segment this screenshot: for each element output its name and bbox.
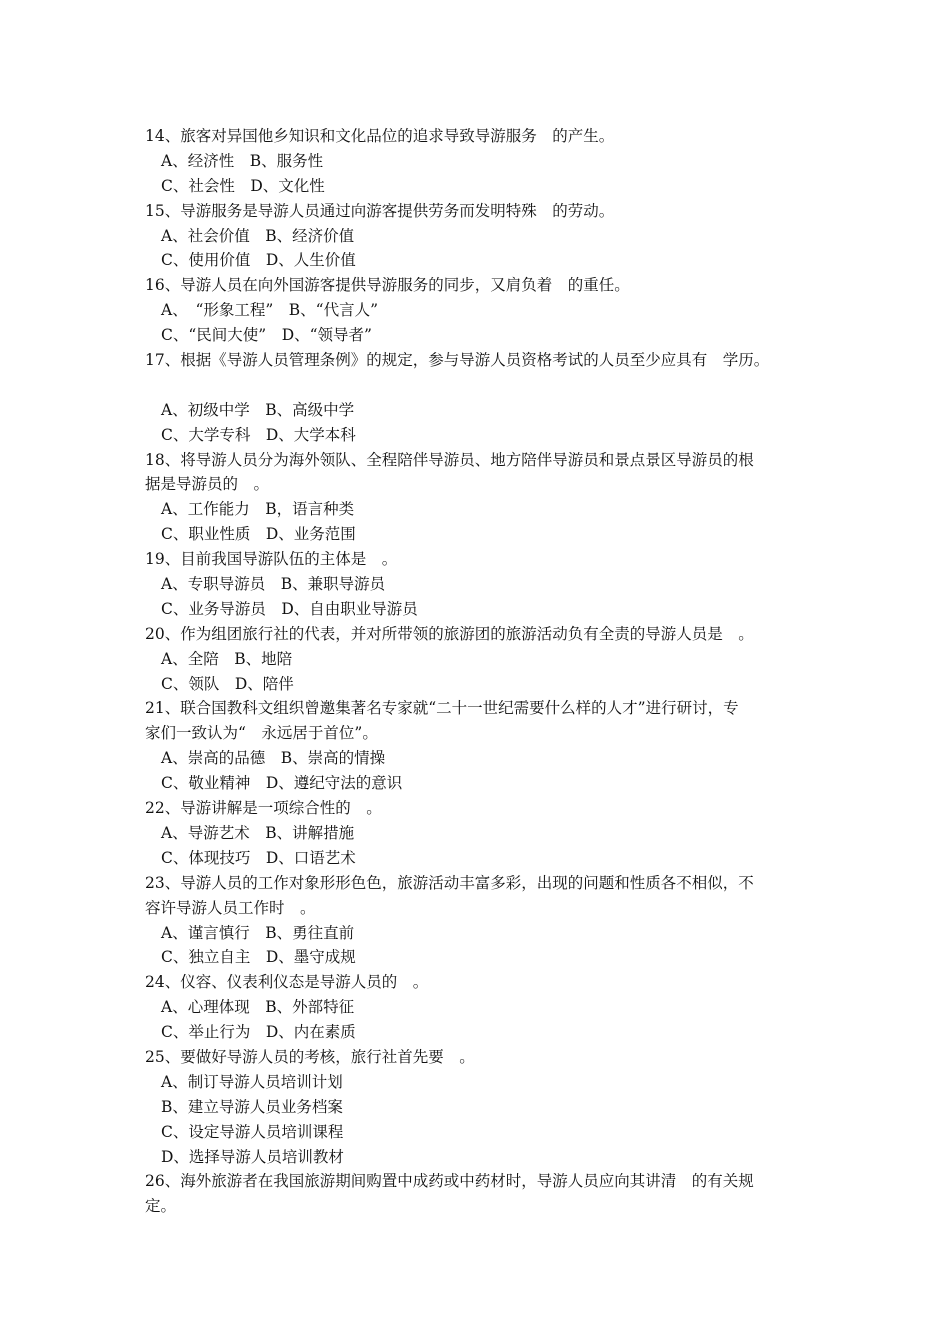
- question-18: [145, 448, 835, 548]
- answer-options: A、初级中学 B、高级中学: [161, 400, 355, 419]
- question-stem-continued: 容许导游人员工作时 。: [145, 898, 316, 917]
- answer-options: A、心理体现 B、外部特征: [161, 998, 355, 1017]
- answer-option-b: B、建立导游人员业务档案: [161, 1097, 343, 1116]
- answer-options: C、业务导游员 D、自由职业导游员: [161, 599, 418, 618]
- answer-options: A、谨言慎行 B、勇往直前: [161, 923, 355, 942]
- question-19: [145, 547, 835, 622]
- answer-options: C、使用价值 D、人生价值: [161, 251, 356, 270]
- question-25: [145, 1045, 835, 1169]
- answer-options: C、大学专科 D、大学本科: [161, 425, 356, 444]
- answer-options: C、敬业精神 D、遵纪守法的意识: [161, 774, 403, 793]
- question-17: [145, 348, 835, 448]
- answer-option-d: D、选择导游人员培训教材: [161, 1147, 344, 1166]
- question-16: [145, 273, 835, 348]
- question-list: [145, 124, 835, 1219]
- question-stem: 20、作为组团旅行社的代表，并对所带领的旅游团的旅游活动负有全责的导游人员是 。: [145, 624, 754, 643]
- question-15: [145, 199, 835, 274]
- question-stem: 18、将导游人员分为海外领队、全程陪伴导游员、地方陪伴导游员和景点景区导游员的根: [145, 450, 754, 469]
- question-stem: 19、目前我国导游队伍的主体是 。: [145, 550, 398, 569]
- answer-options: C、职业性质 D、业务范围: [161, 525, 356, 544]
- answer-options: A、导游艺术 B、讲解措施: [161, 823, 355, 842]
- answer-options: A、崇高的品德 B、崇高的情操: [161, 749, 386, 768]
- question-20: [145, 622, 835, 697]
- question-stem: 14、旅客对异国他乡知识和文化品位的追求导致导游服务 的产生。: [145, 127, 615, 145]
- question-24: [145, 970, 835, 1045]
- question-21: [145, 696, 835, 796]
- question-stem-continued: 家们一致认为“ 永远居于首位”。: [145, 724, 378, 743]
- question-26: [145, 1169, 835, 1219]
- question-stem-continued: 定。: [145, 1197, 177, 1216]
- answer-options: A、工作能力 B，语言种类: [161, 500, 355, 519]
- question-22: [145, 796, 835, 871]
- question-stem: 16、导游人员在向外国游客提供导游服务的同步，又肩负着 的重任。: [145, 276, 630, 295]
- question-stem-continued: 据是导游员的 。: [145, 475, 270, 494]
- question-23: [145, 871, 835, 971]
- answer-options: C、举止行为 D、内在素质: [161, 1023, 356, 1042]
- question-stem: 23、导游人员的工作对象形形色色，旅游活动丰富多彩，出现的问题和性质各不相似，不: [145, 873, 754, 892]
- answer-option-a: A、制订导游人员培训计划: [161, 1072, 343, 1091]
- answer-options: C、“民间大使” D、“领导者”: [161, 326, 372, 345]
- question-14: [145, 124, 835, 199]
- answer-options: C、体现技巧 D、口语艺术: [161, 848, 356, 867]
- answer-options: C、独立自主 D、墨守成规: [161, 948, 356, 967]
- answer-options: A、全陪 B、地陪: [161, 649, 293, 668]
- question-stem: 15、导游服务是导游人员通过向游客提供劳务而发明特殊 的劳动。: [145, 201, 615, 220]
- answer-options: A、社会价值 B、经济价值: [161, 226, 355, 245]
- question-stem: 24、仪容、仪表利仪态是导游人员的 。: [145, 973, 429, 992]
- question-stem: 21、联合国教科文组织曾邀集著名专家就“二十一世纪需要什么样的人才”进行研讨，专: [145, 699, 739, 718]
- question-stem: 26、海外旅游者在我国旅游期间购置中成药或中药材时，导游人员应向其讲清 的有关规: [145, 1172, 754, 1191]
- answer-options: A、 “形象工程” B、“代言人”: [161, 301, 379, 320]
- blank-line: [145, 373, 835, 398]
- answer-options: C、领队 D、陪伴: [161, 674, 294, 693]
- question-stem: 22、导游讲解是一项综合性的 。: [145, 799, 382, 818]
- answer-option-c: C、设定导游人员培训课程: [161, 1122, 344, 1141]
- answer-options: C、社会性 D、文化性: [161, 176, 325, 195]
- question-stem: 25、要做好导游人员的考核，旅行社首先要 。: [145, 1047, 475, 1066]
- answer-options: A、经济性 B、服务性: [161, 151, 324, 170]
- question-stem: 17、根据《导游人员管理条例》的规定，参与导游人员资格考试的人员至少应具有 学历。: [145, 351, 770, 370]
- answer-options: A、专职导游员 B、兼职导游员: [161, 575, 386, 594]
